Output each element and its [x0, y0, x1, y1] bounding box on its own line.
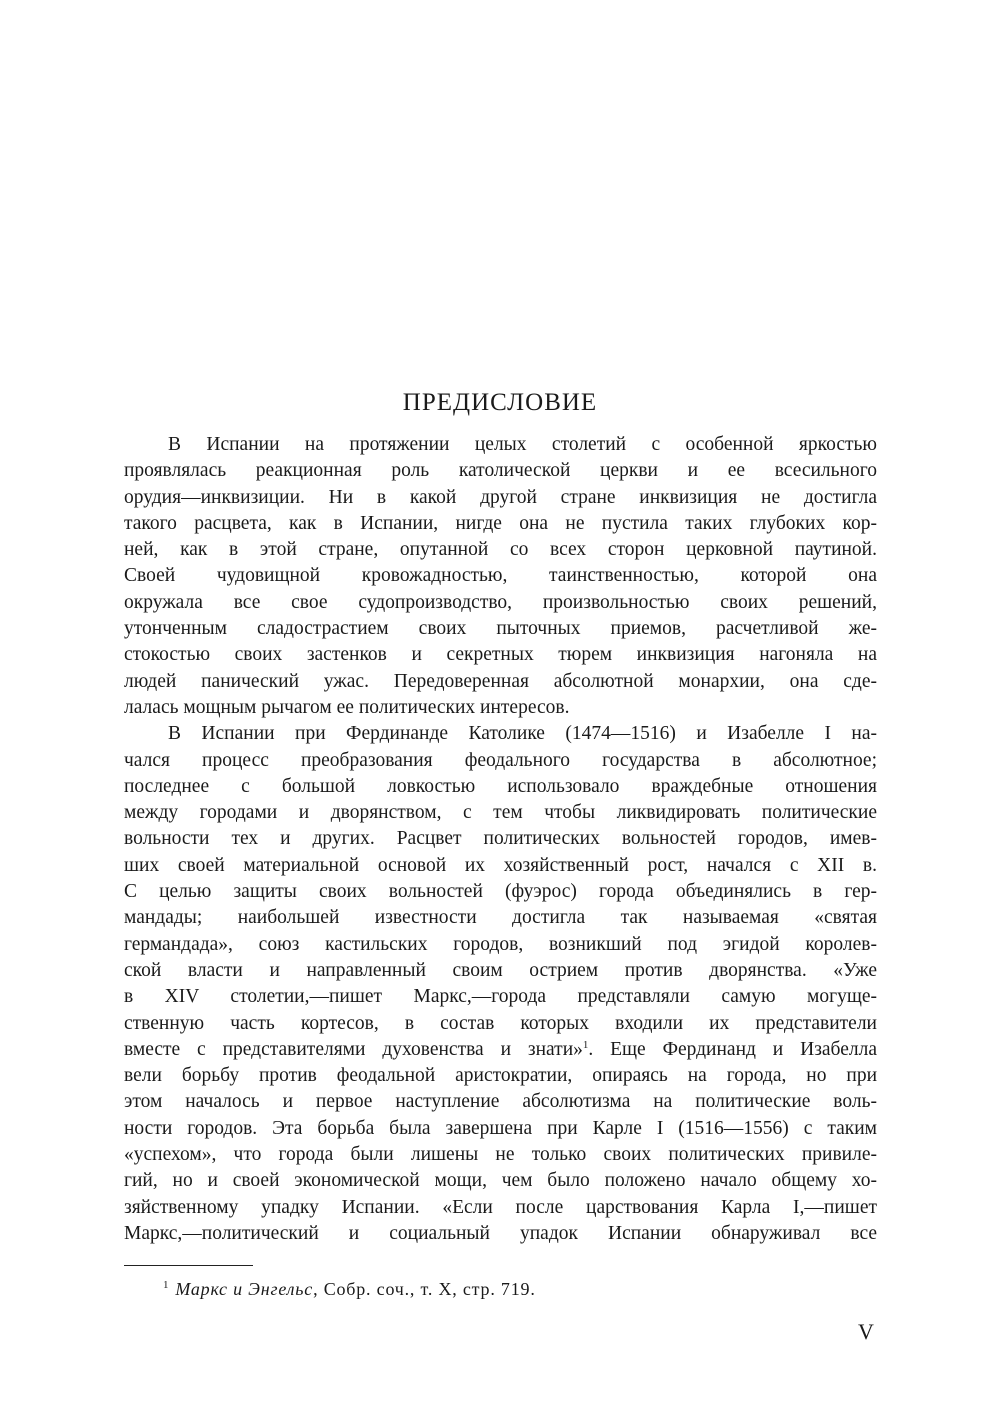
text-line: В Испании при Фердинанде Католике (1474—1516) и Изабелле I на- [168, 723, 877, 745]
footnote [163, 1277, 536, 1301]
text-line: людей панический ужас. Передоверенная абсолютной монархии, она сде- [124, 670, 877, 692]
text-line: ности городов. Эта борьба была завершена при Карле I (1516—1556) с таким [124, 1117, 877, 1139]
body-text [124, 432, 877, 1247]
footnote-authors: Маркс и Энгельс [175, 1279, 314, 1299]
text-line: орудия—инквизиции. Ни в какой другой стране инквизиция не достигла [124, 486, 877, 508]
text-line: В Испании на протяжении целых столетий с особенной яркостью [168, 434, 877, 455]
text-line: этом началось и первое наступление абсолютизма на политические воль- [124, 1091, 877, 1113]
text-line: Маркс,—политический и социальный упадок Испании обнаруживал все [124, 1222, 877, 1244]
text-line: гий, но и своей экономической мощи, чем было положено начало общему хо- [124, 1170, 877, 1192]
text-line: стокостью своих застенков и секретных тюрем инквизиция нагоняла на [124, 644, 877, 666]
text-fragment: вместе с представителями духовенства и знати» [124, 1038, 583, 1060]
text-line-with-footnote [124, 1037, 877, 1063]
text-line: окружала все свое судопроизводство, произвольностью своих решений, [124, 591, 877, 613]
text-line: вольности тех и других. Расцвет политических вольностей городов, имев- [124, 828, 877, 850]
page-title: ПРЕДИСЛОВИЕ [402, 389, 598, 416]
text-line: мандады; наибольшей известности достигла так называемая «святая [124, 907, 877, 929]
text-line: С целью защиты своих вольностей (фуэрос) города объединялись в гер- [124, 881, 877, 903]
text-line: германдада», союз кастильских городов, возникший под эгидой королев- [124, 933, 877, 955]
text-line: зяйственному упадку Испании. «Если после царствования Карла I,—пишет [124, 1196, 877, 1218]
text-line: в XIV столетии,—пишет Маркс,—города представляли самую могуще- [124, 986, 877, 1008]
text-line: ших своей материальной основой их хозяйственный рост, начался с XII в. [124, 854, 877, 876]
text-line: последнее с большой ловкостью использовало враждебные отношения [124, 775, 877, 797]
text-line: лалась мощным рычагом ее политических интересов. [124, 696, 570, 718]
text-line: чался процесс преобразования феодального государства в абсолютное; [124, 749, 877, 771]
text-line: вели борьбу против феодальной аристократии, опираясь на города, но при [124, 1065, 877, 1087]
text-fragment: . Еще Фердинанд и Изабелла [588, 1038, 877, 1060]
footnote-citation: , Собр. соч., т. X, стр. 719. [313, 1279, 536, 1299]
text-line: ней, как в этой стране, опутанной со всех сторон церковной паутиной. [124, 539, 877, 561]
text-line: такого расцвета, как в Испании, нигде она не пустила таких глубоких кор- [124, 512, 877, 534]
text-line: утонченным сладострастием своих пыточных приемов, расчетливой же- [124, 618, 877, 640]
footnote-divider [124, 1265, 253, 1266]
text-line: между городами и дворянством, с тем чтобы ликвидировать политические [124, 802, 877, 824]
page-number: V [858, 1319, 874, 1344]
text-line: ской власти и направленный своим острием против дворянства. «Уже [124, 959, 877, 981]
footnote-reference: 1 [582, 1038, 589, 1051]
text-line: Своей чудовищной кровожадностью, таинственностью, которой она [124, 565, 877, 587]
text-line: ственную часть кортесов, в состав которых входили их представители [124, 1012, 877, 1034]
text-line: проявлялась реакционная роль католической церкви и ее всесильного [124, 460, 877, 482]
text-line: «успехом», что города были лишены не только своих политических привиле- [124, 1144, 877, 1166]
footnote-mark: 1 [163, 1279, 170, 1291]
